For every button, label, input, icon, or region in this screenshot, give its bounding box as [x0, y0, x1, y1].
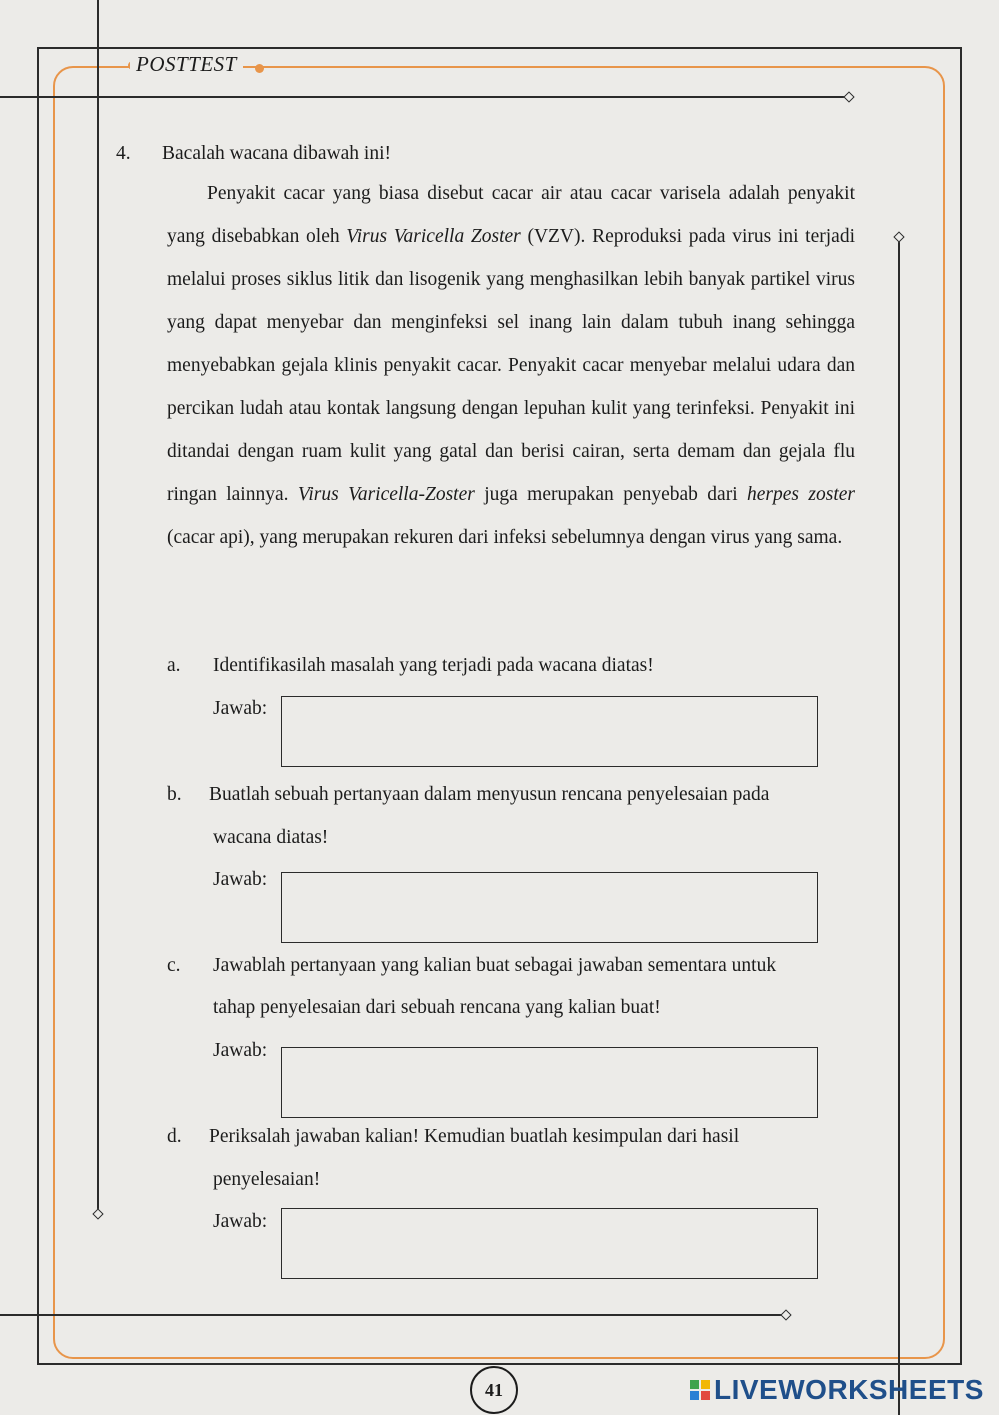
item-b-text-cont: wacana diatas! [213, 827, 329, 848]
header-dot-right [255, 64, 264, 73]
item-c-letter: c. [167, 955, 181, 976]
passage-text: (cacar api), yang merupakan rekuren dari infeksi sebelumnya dengan virus yang sama. [167, 527, 843, 548]
passage-text: juga merupakan penyebab dari [474, 484, 748, 505]
brand-text: LIVEWORKSHEETS [714, 1374, 984, 1405]
header-label: POSTTEST [130, 52, 243, 77]
question-number: 4. [116, 143, 131, 164]
answer-label: Jawab: [213, 1211, 268, 1232]
answer-label: Jawab: [213, 698, 268, 719]
item-d-text: Periksalah jawaban kalian! Kemudian buatlah kesimpulan dari hasil [209, 1126, 740, 1147]
passage-italic: Virus Varicella Zoster [346, 226, 521, 247]
answer-box-c[interactable] [281, 1047, 818, 1118]
logo-grid-icon [690, 1380, 710, 1400]
item-d-text-cont: penyelesaian! [213, 1169, 321, 1190]
item-a-letter: a. [167, 655, 181, 676]
passage-italic: herpes zoster [747, 484, 855, 505]
page-number: 41 [470, 1366, 518, 1414]
item-b-letter: b. [167, 784, 182, 805]
item-d-letter: d. [167, 1126, 182, 1147]
item-a-text: Identifikasilah masalah yang terjadi pada wacana diatas! [213, 655, 654, 676]
answer-box-b[interactable] [281, 872, 818, 943]
answer-box-a[interactable] [281, 696, 818, 767]
answer-box-d[interactable] [281, 1208, 818, 1279]
item-c-text-cont: tahap penyelesaian dari sebuah rencana yang kalian buat! [213, 997, 661, 1018]
question-instruction: Bacalah wacana dibawah ini! [162, 143, 392, 164]
item-b-text: Buatlah sebuah pertanyaan dalam menyusun rencana penyelesaian pada [209, 784, 770, 805]
passage-text: Penyakit cacar yang biasa disebut cacar air atau cacar varisela adalah penyakit yang disebabkan oleh [167, 183, 855, 247]
top-horizontal-rule [0, 96, 848, 98]
passage-italic: Virus Varicella-Zoster [297, 484, 475, 505]
item-c-text: Jawablah pertanyaan yang kalian buat sebagai jawaban sementara untuk [213, 955, 777, 976]
right-vertical-rule [898, 238, 900, 1415]
passage-text: (VZV). Reproduksi pada virus ini terjadi melalui proses siklus litik dan lisogenik yang menghasilkan lebih banyak partikel virus yang dapat menyebar dan menginfeksi sel inang lain dalam tubuh inang sehingga menyebabkan gejala klinis penyakit cacar. Penyakit cacar menyebar melalui udara dan percikan ludah atau kontak langsung dengan lepuhan kulit yang terinfeksi. Penyakit ini ditandai dengan ruam kulit yang gatal dan berisi cairan, serta demam dan gejala flu ringan lainnya. [167, 226, 855, 505]
passage [167, 172, 855, 559]
bottom-horizontal-rule [0, 1314, 785, 1316]
left-vertical-rule [97, 0, 99, 1212]
answer-label: Jawab: [213, 1040, 268, 1061]
liveworksheets-logo[interactable] [690, 1374, 984, 1406]
answer-label: Jawab: [213, 869, 268, 890]
